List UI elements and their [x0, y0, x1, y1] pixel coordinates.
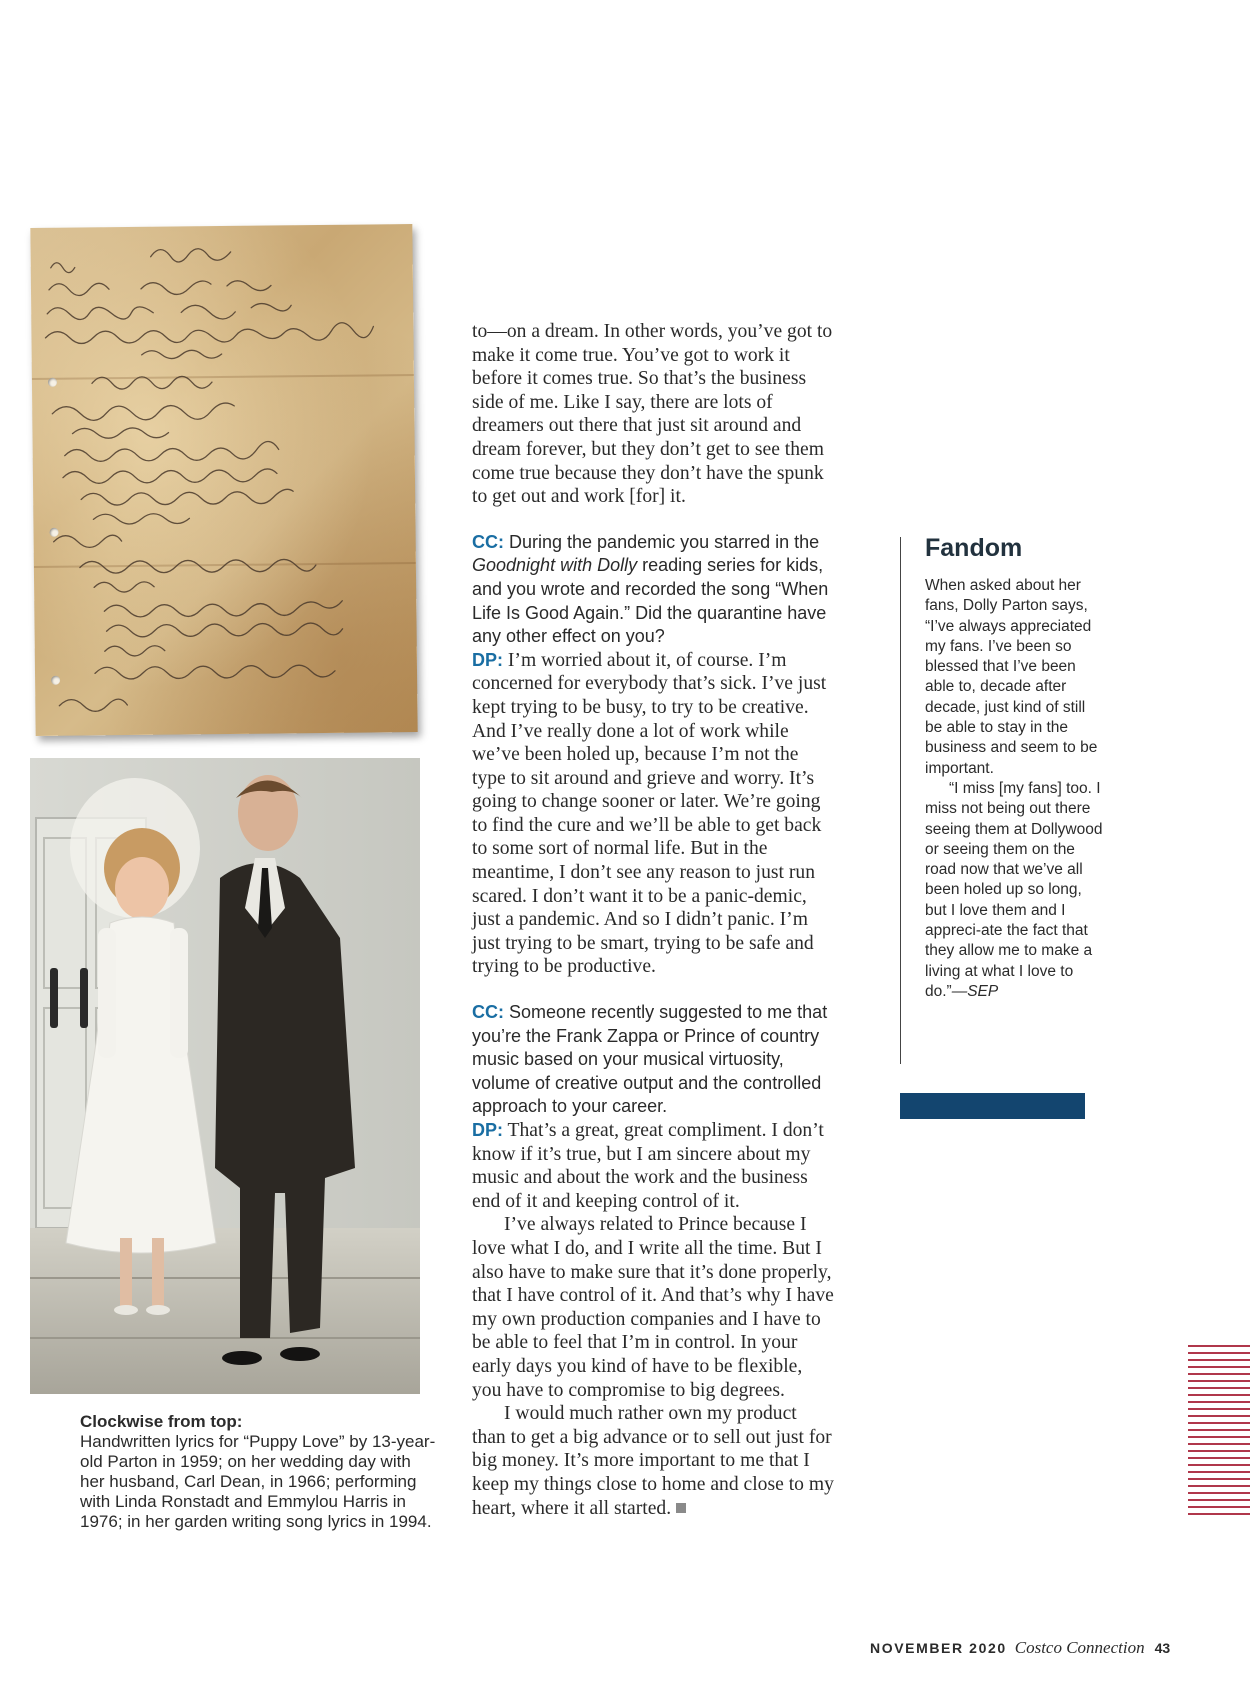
answer-2 — [472, 1119, 834, 1213]
question-1-pre: During the pandemic you starred in the — [504, 531, 820, 552]
page-number: 43 — [1154, 1640, 1171, 1656]
question-1-post: reading series for kids, and you wrote and recorded the song “When Life Is Good Again.” Did the quarantine have any other effect on you? — [472, 555, 829, 647]
article-paragraph: to—on a dream. In other words, you’ve got to make it come true. You’ve got to work it before it comes true. So that’s the business side of me. Like I say, there are lots of dreamers out there that just sit around and dream forever, but they don’t get to see them come true because they don’t have the spunk to get out and work [for] it. — [472, 321, 833, 508]
sidebar-quote: “I miss [my fans] too. I miss not being out there seeing them at Dollywood or seeing them on the road now that we’ve all been holed up so long, but I love them and I appreci-ate the fact that they allow me to make a living at what I love to do.” — [925, 779, 1103, 1000]
caption-body: Handwritten lyrics for “Puppy Love” by 13-year-old Parton in 1959; on her wedding day with her husband, Carl Dean, in 1966; performing with Linda Ronstadt and Emmylou Harris in 1976; in her garden writing song lyrics in 1994. — [80, 1432, 436, 1531]
answer-label: DP: — [472, 649, 503, 670]
fandom-sidebar — [925, 532, 1105, 1002]
answer-1 — [472, 649, 834, 979]
article-paragraph-final — [472, 1402, 834, 1520]
end-mark — [676, 1503, 686, 1513]
sidebar-paragraph: When asked about her fans, Dolly Parton says, “I’ve always appreciated my fans. I’ve been so blessed that I’ve been able to, decade after decade, just kind of still be able to stay in the business and seem to be important. — [925, 577, 1098, 777]
article-column — [472, 320, 834, 1520]
answer-1-text: I’m worried about it, of course. I’m concerned for everybody that’s sick. I’ve just kept trying to be busy, to try to be creative. And I’ve really done a lot of work while we’ve been holed up, because I’m not the type to sit around and grieve and worry. It’s going to change sooner or later. We’re going to find the cure and we’ll be able to get back to some sort of normal life. But in the meantime, I don’t see any reason to just run scared. I don’t want it to be a panic-demic, just a pandemic. And so I didn’t panic. I’m just trying to be smart, trying to be safe and trying to be productive. — [472, 649, 827, 978]
final-paragraph-text: I would much rather own my product than to get a big advance or to sell out just for big money. It’s more important to me that I keep my things close to home and close to my heart, where it all started. — [472, 1403, 834, 1519]
article-paragraph: I’ve always related to Prince because I love what I do, and I write all the time. But I also have to make sure that it’s done properly, that I have control of it. And that’s why I have my own production companies and I have to be able to feel that I’m in control. In your early days you kind of have to be flexible, you have to compromise to big degrees. — [472, 1214, 834, 1401]
photo-caption — [80, 1412, 440, 1532]
question-1 — [472, 531, 834, 649]
question-2-text: Someone recently suggested to me that you’re the Frank Zappa or Prince of country music based on your musical virtuosity, volume of creative output and the controlled approach to your career. — [472, 1002, 828, 1117]
footer-magazine-name: Costco Connection — [1014, 1638, 1145, 1657]
sidebar-title: Fandom — [925, 534, 1023, 562]
sidebar-credit: —SEP — [951, 982, 999, 1000]
decorative-stripes — [1188, 1345, 1250, 1517]
question-label: CC: — [472, 531, 504, 552]
caption-head: Clockwise from top: — [80, 1412, 243, 1431]
handwriting-scribbles — [30, 224, 417, 736]
footer-issue-date: NOVEMBER 2020 — [870, 1640, 1007, 1656]
sidebar-bar — [900, 1093, 1085, 1119]
question-1-italic: Goodnight with Dolly — [472, 555, 638, 576]
page-footer — [870, 1638, 1195, 1662]
answer-label: DP: — [472, 1120, 503, 1140]
question-label: CC: — [472, 1002, 504, 1023]
wedding-photo — [30, 758, 420, 1394]
wedding-illustration — [30, 758, 420, 1394]
answer-2-text: That’s a great, great compliment. I don’t know if it’s true, but I am sincere about my music and about the work and the business end of it and keeping control of it. — [472, 1120, 824, 1212]
sidebar-rule — [900, 537, 901, 1064]
handwritten-lyrics-photo — [30, 224, 417, 736]
question-2 — [472, 1001, 834, 1119]
sidebar-paragraph-2 — [925, 779, 1105, 1002]
